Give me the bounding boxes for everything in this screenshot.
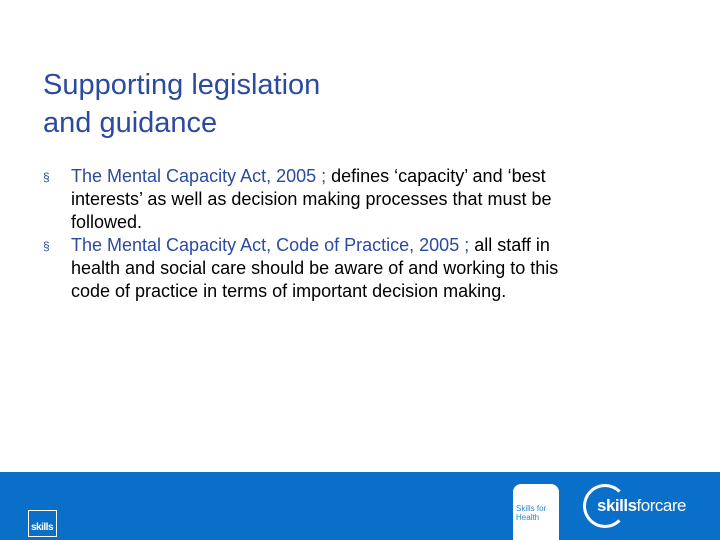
skills-for-care-logo-text [597,496,686,516]
skills-for-health-logo-text: Skills for Health [516,504,547,522]
sfc-logo-light: forcare [636,496,686,515]
bullet-item [43,234,563,303]
title-line-2: and guidance [43,107,218,139]
bullet-highlight: The Mental Capacity Act, Code of Practice, 2005 ; [71,235,470,255]
footer-bar [0,472,720,540]
slide-title [43,66,643,142]
skills-logo-icon [28,510,57,537]
skills-for-health-logo [513,484,559,540]
bullet-marker-icon: § [43,239,50,253]
sfc-logo-bold: skills [597,496,637,515]
bullet-highlight: The Mental Capacity Act, 2005 ; [71,166,327,186]
bullet-list [43,165,563,303]
bullet-text: defines ‘capacity’ and ‘best interests’ as well as decision making processes that must be followed. [71,166,552,232]
bullet-text: all staff in health and social care should be aware of and working to this code of practice in terms of important decision making. [71,235,559,301]
skills-logo-text: skills [31,522,54,533]
skills-for-care-logo [583,482,713,530]
title-line-1: Supporting legislation [43,69,321,101]
bullet-item [43,165,563,234]
bullet-marker-icon: § [43,170,50,184]
